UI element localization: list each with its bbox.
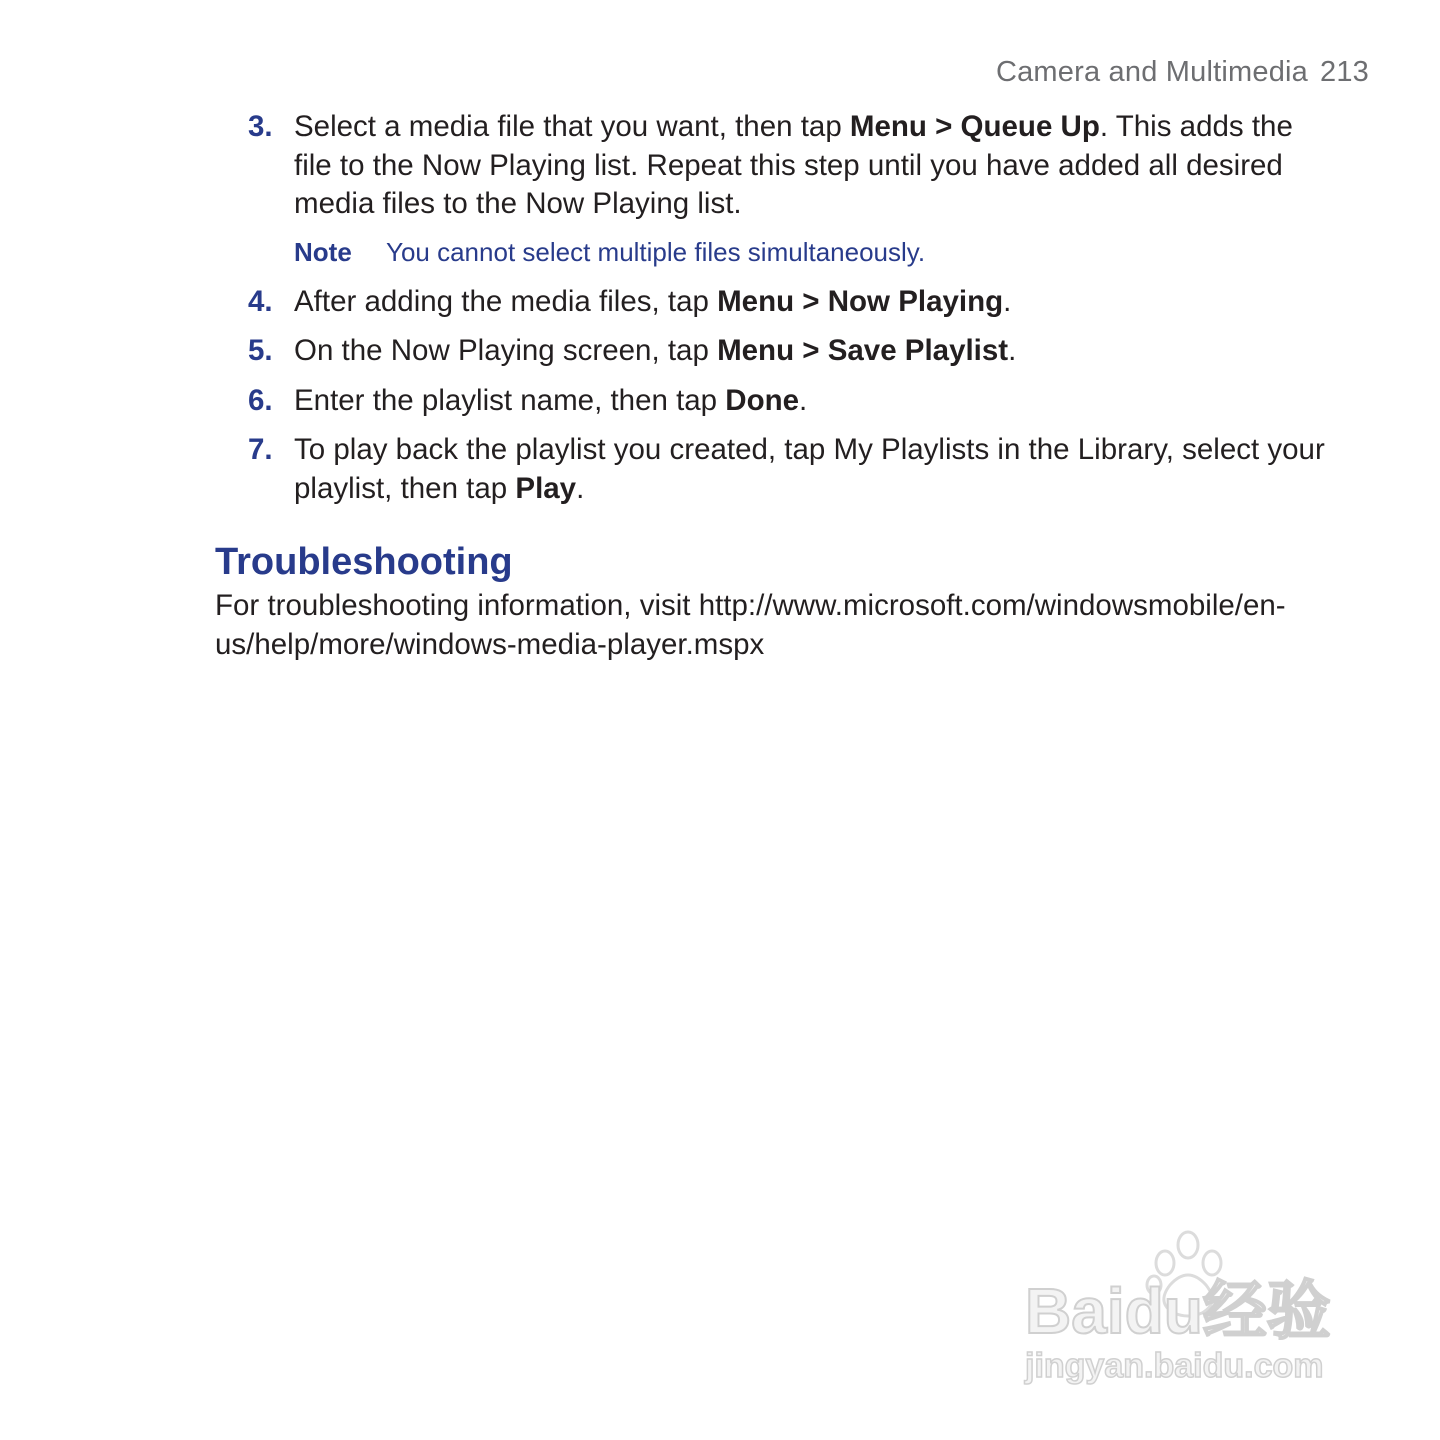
step-number: 6. [248, 383, 273, 417]
step-menu-path: Menu > Save Playlist [717, 334, 1009, 367]
note-label: Note [294, 236, 352, 267]
step-number: 4. [248, 284, 273, 318]
paw-toe [1156, 1251, 1174, 1275]
note-text: You cannot select multiple files simultaneously. [386, 236, 926, 267]
step-6 [248, 382, 1328, 421]
step-text [294, 283, 1328, 322]
section-title: Troubleshooting [215, 541, 513, 583]
header-section-title: Camera and Multimedia [995, 56, 1308, 88]
step-text [294, 332, 1328, 371]
step-text [294, 108, 1328, 224]
step-text [294, 431, 1328, 508]
step-button-name: Done [725, 383, 800, 417]
step-text-part: On the Now Playing screen, tap [294, 334, 718, 367]
running-header [996, 56, 1369, 89]
paw-toe [1178, 1232, 1198, 1258]
step-4 [248, 283, 1328, 322]
step-text-part: . This adds the file to the Now Playing list. Repeat this step until you have added all desired media files to the Now Playing list. [294, 110, 1293, 220]
step-text-part: Enter the playlist name, then tap [294, 383, 726, 417]
section-text: For troubleshooting information, visit http://www.microsoft.com/windowsmobile/en-us/help/more/windows-media-player.mspx [215, 589, 1286, 661]
step-text-part: . [799, 383, 808, 417]
step-menu-path: Menu > Now Playing [717, 284, 1004, 318]
step-number: 5. [248, 334, 273, 367]
step-5 [248, 332, 1328, 371]
step-text-part: To play back the playlist you created, tap My Playlists in the Library, select your playlist, then tap [294, 433, 1325, 505]
step-text [294, 382, 1328, 421]
paw-toe [1203, 1251, 1221, 1275]
step-text-part: After adding the media files, tap [294, 284, 718, 318]
step-number: 7. [248, 433, 273, 466]
step-menu-path: Menu > Queue Up [849, 110, 1100, 143]
step-text-part: . [576, 471, 585, 505]
step-text-part: . [1008, 334, 1017, 367]
page-number: 213 [1320, 56, 1369, 88]
step-text-part: Select a media file that you want, then tap [294, 110, 850, 143]
steps-list [248, 108, 1328, 519]
step-button-name: Play [515, 471, 577, 505]
step-7 [248, 431, 1328, 508]
watermark-url: jingyan.baidu.com [1025, 1347, 1324, 1385]
step-3 [248, 108, 1328, 224]
step-number: 3. [248, 110, 273, 143]
baidu-watermark-logo [1020, 1225, 1360, 1395]
watermark-brand: Baidu经验 [1025, 1275, 1331, 1347]
step-text-part: . [1003, 284, 1012, 318]
note [294, 235, 1328, 269]
